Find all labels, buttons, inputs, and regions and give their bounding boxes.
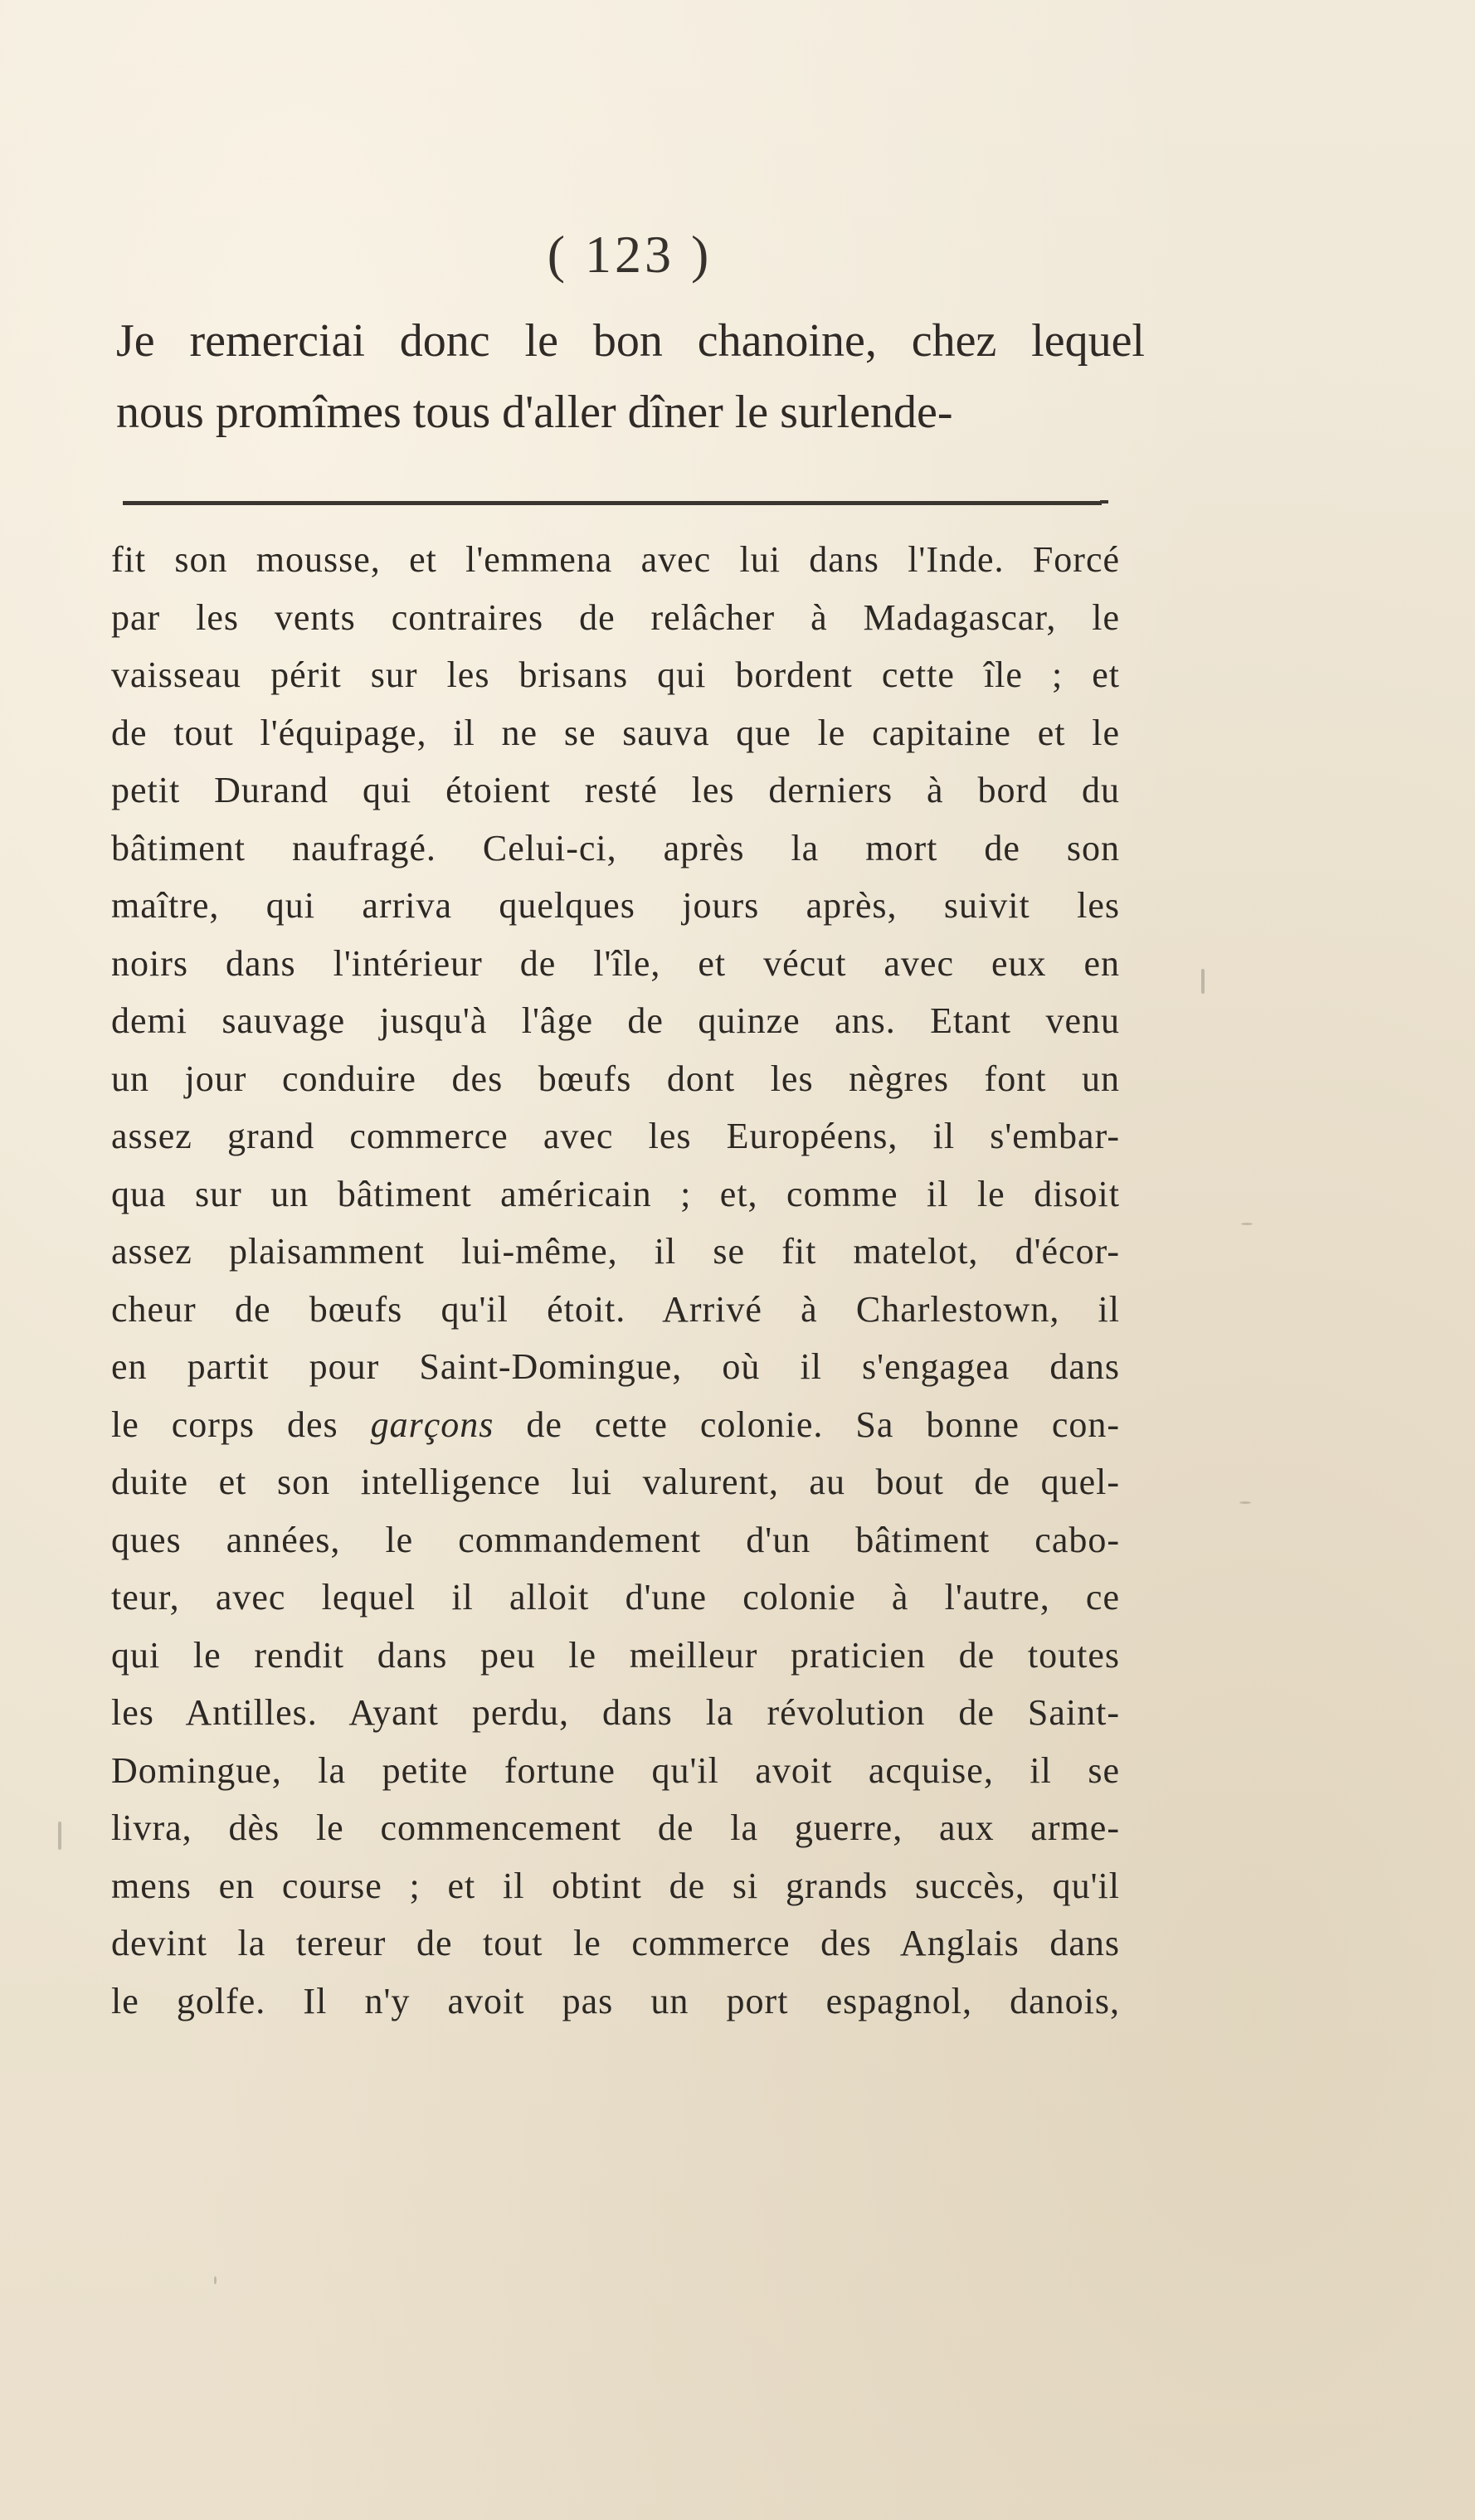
text-line: assez plaisamment lui-même, il se fit matelot, d'écor- [111, 1231, 1120, 1272]
text-line: fit son mousse, et l'emmena avec lui dans l'Inde. Forcé [111, 539, 1120, 580]
text-line: assez grand commerce avec les Européens, il s'embar- [111, 1116, 1120, 1156]
text-line: le golfe. Il n'y avoit pas un port espagnol, danois, [111, 1980, 1120, 2021]
text-line: de tout l'équipage, il ne se sauva que le capitaine et le [111, 712, 1120, 753]
text-line: Domingue, la petite fortune qu'il avoit acquise, il se [111, 1749, 1120, 1791]
text-line: mens en course ; et il obtint de si grands succès, qu'il [111, 1865, 1120, 1906]
text-line: devint la tereur de tout le commerce des Anglais dans [111, 1923, 1120, 1963]
text-line: un jour conduire des bœufs dont les nègres font un [111, 1058, 1120, 1099]
lower-paragraph [111, 531, 1120, 2030]
text-line: en partit pour Saint-Domingue, où il s'engagea dans [111, 1346, 1120, 1387]
text-fragment: le corps des [111, 1404, 371, 1445]
text-line-with-italic [111, 1396, 1120, 1454]
text-line: Je remerciai donc le bon chanoine, chez lequel [116, 315, 1145, 367]
paper-speck [1241, 1223, 1253, 1225]
text-line: vaisseau périt sur les brisans qui bordent cette île ; et [111, 654, 1120, 695]
paper-speck [1239, 1501, 1251, 1504]
text-line: par les vents contraires de relâcher à Madagascar, le [111, 596, 1120, 638]
text-fragment: de cette colonie. Sa bonne con- [526, 1404, 1120, 1445]
text-line: noirs dans l'intérieur de l'île, et vécut avec eux en [111, 942, 1120, 984]
italic-word: garçons [370, 1404, 494, 1445]
text-line: teur, avec lequel il alloit d'une colonie à l'autre, ce [111, 1577, 1120, 1618]
text-line: petit Durand qui étoient resté les derniers à bord du [111, 770, 1120, 810]
text-line: duite et son intelligence lui valurent, au bout de quel- [111, 1462, 1120, 1502]
text-line: les Antilles. Ayant perdu, dans la révolution de Saint- [111, 1692, 1120, 1733]
paper-speck [1201, 969, 1205, 994]
separator-rule [123, 501, 1102, 505]
text-line: demi sauvage jusqu'à l'âge de quinze ans. Etant venu [111, 1000, 1120, 1041]
text-line: livra, dès le commencement de la guerre, aux arme- [111, 1807, 1120, 1848]
text-line: qua sur un bâtiment américain ; et, comme il le disoit [111, 1173, 1120, 1214]
text-line: cheur de bœufs qu'il étoit. Arrivé à Charlestown, il [111, 1288, 1120, 1330]
page-number: ( 123 ) [547, 225, 713, 284]
text-line: bâtiment naufragé. Celui-ci, après la mort de son [111, 827, 1120, 868]
paper-speck [214, 2276, 217, 2284]
text-line: ques années, le commandement d'un bâtiment cabo- [111, 1519, 1120, 1560]
paper-speck [58, 1822, 61, 1850]
upper-paragraph [116, 305, 1145, 448]
text-line: nous promîmes tous d'aller dîner le surlende- [116, 387, 953, 438]
text-line: qui le rendit dans peu le meilleur praticien de toutes [111, 1634, 1120, 1676]
text-line: maître, qui arriva quelques jours après, suivit les [111, 885, 1120, 926]
